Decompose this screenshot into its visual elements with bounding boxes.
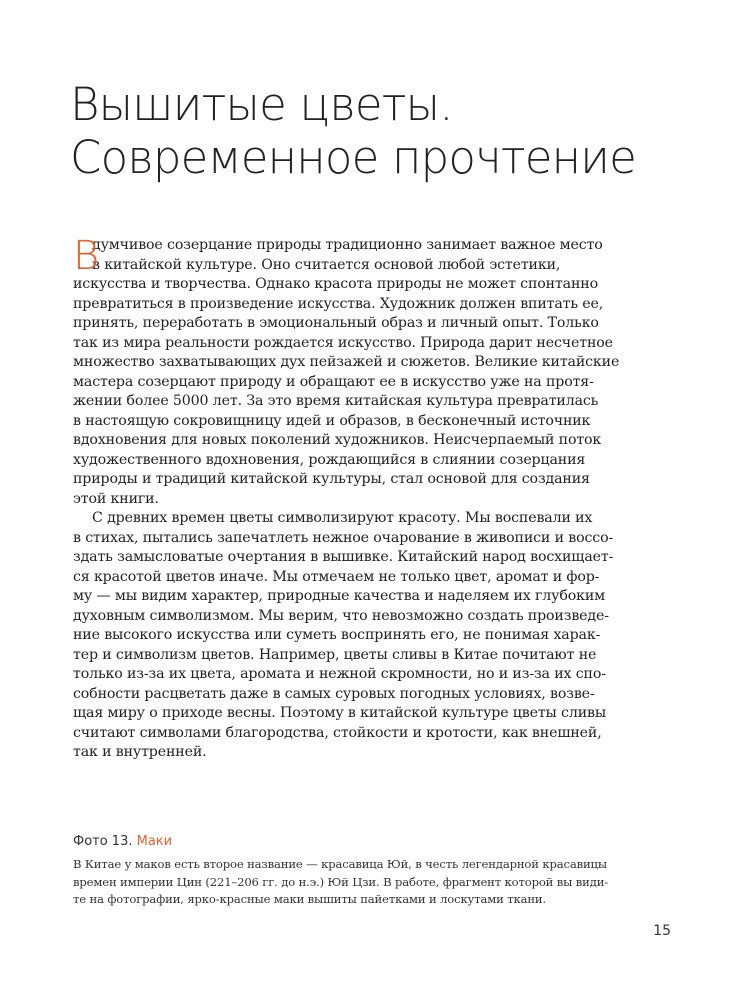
- text-line: в стихах, пытались запечатлеть нежное очарование в живописи и воссо-: [73, 529, 614, 546]
- text-line: так из мира реальности рождается искусство. Природа дарит несчетное: [73, 334, 613, 351]
- title-line-1: Вышитые цветы.: [70, 78, 453, 131]
- title-line-2: Современное прочтение: [70, 131, 637, 184]
- text-line: превратиться в произведение искусства. Художник должен впитать ее,: [73, 295, 604, 312]
- text-line: здать замысловатые очертания в вышивке. Китайский народ восхищает-: [73, 549, 614, 565]
- text-line: му — мы видим характер, природные качества и наделяем их глубоким: [73, 588, 606, 604]
- text-line: в настоящую сокровищницу идей и образов, в бесконечный источник: [73, 412, 591, 429]
- caption-label: Фото 13.: [73, 834, 133, 849]
- page-title: [70, 78, 710, 184]
- photo-caption: [73, 833, 673, 909]
- text-line: С древних времен цветы символизируют красоту. Мы воспевали их: [92, 510, 593, 526]
- text-line: духовным символизмом. Мы верим, что невозможно создать произведе-: [73, 607, 609, 624]
- caption-line: времен империи Цин (221–206 гг. до н.э.) Юй Цзи. В работе, фрагмент которой вы види-: [73, 874, 609, 889]
- page-number: 15: [653, 923, 671, 939]
- text-line: жении более 5000 лет. За это время китайская культура превратилась: [73, 393, 599, 409]
- text-line: этой книги.: [73, 490, 159, 507]
- text-line: искусства и творчества. Однако красота природы не может спонтанно: [73, 276, 598, 292]
- text-line: мастера созерцают природу и обращают ее в искусство уже на протя-: [73, 373, 594, 390]
- text-line: природы и традиций китайской культуры, стал основой для создания: [73, 471, 590, 487]
- text-line: ние высокого искусства или суметь воспринять его, не понимая харак-: [73, 627, 601, 643]
- text-line: только из-за их цвета, аромата и нежной скромности, но и из-за их спо-: [73, 666, 606, 682]
- text-line: считают символами благородства, стойкости и кротости, как внешней,: [73, 724, 602, 741]
- body-text: [73, 233, 673, 763]
- text-line-content: думчивое созерцание природы традиционно занимает важное место: [92, 237, 603, 253]
- text-line: принять, переработать в эмоциональный образ и личный опыт. Только: [73, 315, 599, 331]
- text-line: ся красотой цветов иначе. Мы отмечаем не только цвет, аромат и фор-: [73, 568, 600, 585]
- text-line: собности расцветать даже в самых суровых погодных условиях, возве-: [73, 685, 595, 702]
- caption-photo-title: Маки: [136, 834, 173, 849]
- text-line: художественного вдохновения, рождающийся в слиянии созерцания: [73, 451, 586, 468]
- caption-title: [73, 833, 673, 851]
- text-line: вдохновения для новых поколений художников. Неисчерпаемый поток: [73, 432, 602, 448]
- text-line: тер и символизм цветов. Например, цветы сливы в Китае почитают не: [73, 646, 597, 663]
- text-line: множество захватывающих дух пейзажей и сюжетов. Великие китайские: [73, 354, 620, 370]
- caption-line: те на фотографии, ярко-красные маки вышиты пайетками и лоскутами ткани.: [73, 892, 547, 906]
- text-line: в китайской культуре. Оно считается основой любой эстетики,: [92, 256, 561, 273]
- text-line: щая миру о приходе весны. Поэтому в китайской культуре цветы сливы: [73, 705, 607, 721]
- text-line: так и внутренней.: [73, 744, 207, 760]
- drop-cap: В: [73, 233, 100, 279]
- caption-line: В Китае у маков есть второе название — красавица Юй, в честь легендарной красавицы: [73, 857, 607, 871]
